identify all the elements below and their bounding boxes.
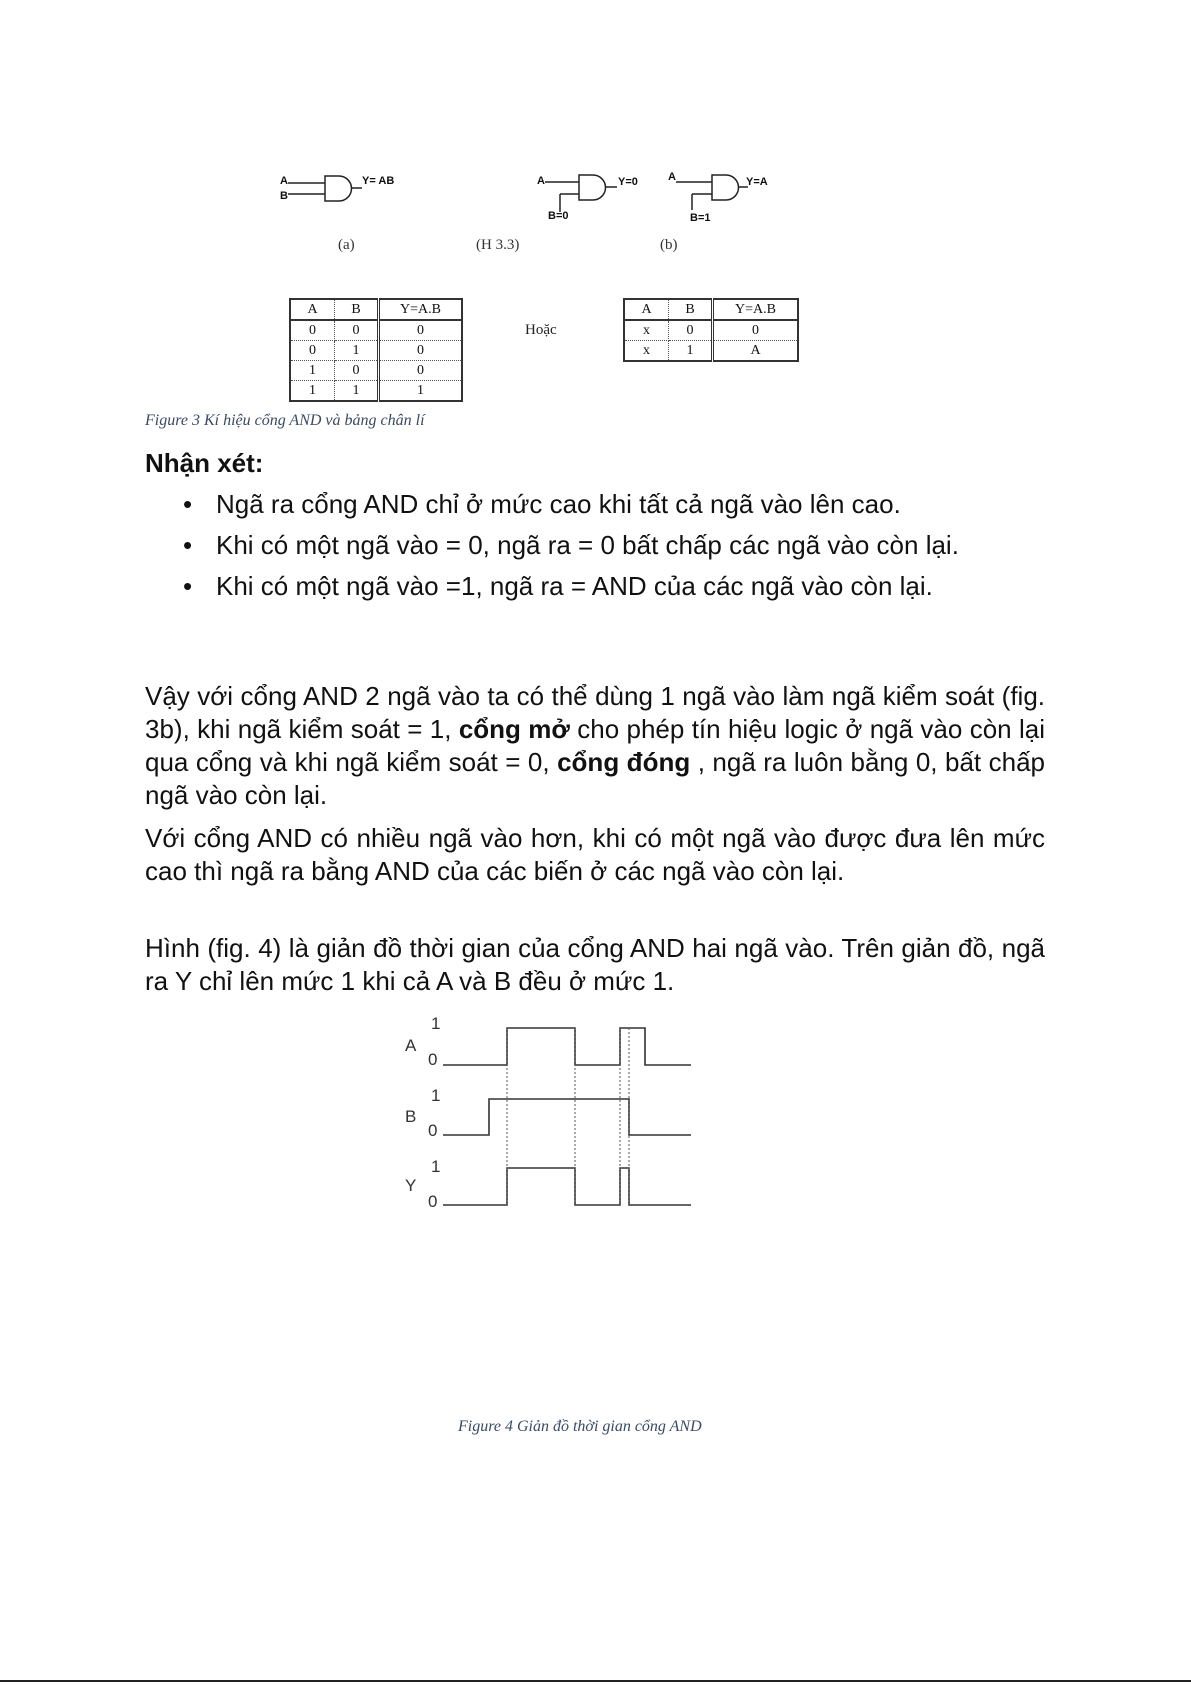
or-label: Hoặc	[525, 322, 557, 338]
signal-b-name: B	[405, 1107, 417, 1126]
signal-a-name: A	[405, 1036, 417, 1055]
table-cell: A	[750, 343, 761, 358]
table-cell: 0	[290, 341, 335, 361]
figure-3b-label: (b)	[660, 237, 678, 253]
truth-table-full	[289, 298, 463, 402]
table-row	[290, 361, 462, 381]
gate-b-low-output-label: Y=0	[618, 176, 638, 188]
header-cell: Y=A.B	[379, 299, 463, 320]
signal-a-low-label: 0	[428, 1050, 438, 1069]
list-item: • Khi có một ngã vào =1, ngã ra = AND của các ngã vào còn lại.	[216, 570, 1108, 603]
table-cell: 1	[335, 381, 379, 402]
page-bottom-rule	[0, 1680, 1191, 1682]
bold-term-gate-open: cổng mở	[458, 714, 570, 744]
gate-b-high-input-b-label: B=1	[690, 212, 711, 224]
table-cell: 1	[290, 381, 335, 402]
table-cell: x	[624, 320, 669, 341]
table-cell: 0	[379, 320, 463, 341]
transition-guides	[507, 1028, 629, 1205]
table-row	[624, 320, 798, 341]
gate-a-output-label: Y= AB	[362, 175, 395, 187]
truth-table-control-header	[624, 299, 798, 320]
and-gate-a-icon	[288, 170, 368, 210]
truth-table-control	[623, 298, 799, 362]
paragraph-text: Vậy với cổng AND 2 ngã vào ta có thể dùng 1 ngã vào làm ngã kiểm soát (fig. 3b), khi ngã kiểm soát = 1,	[145, 681, 1045, 744]
gate-b-low-input-a-label: A	[537, 175, 545, 187]
waveform-a	[443, 1028, 691, 1065]
gate-b-high-output-label: Y=A	[746, 176, 768, 188]
gate-a-input-b-label: B	[280, 190, 288, 202]
table-cell: 0	[335, 320, 379, 341]
signal-b-high-label: 1	[431, 1086, 441, 1105]
table-row	[624, 341, 798, 362]
remarks-heading: Nhận xét:	[145, 448, 264, 478]
signal-y-low-label: 0	[428, 1192, 438, 1211]
table-cell: 0	[335, 361, 379, 381]
table-cell: x	[624, 341, 669, 362]
signal-b-low-label: 0	[428, 1121, 438, 1140]
table-cell: 0	[290, 320, 335, 341]
figure-3-h-label: (H 3.3)	[476, 237, 520, 253]
signal-y-high-label: 1	[431, 1157, 441, 1176]
table-cell: 1	[417, 383, 424, 398]
table-row	[290, 341, 462, 361]
paragraph-text: , ngã ra luôn bằng 0, bất chấp ngã vào còn lại.	[145, 747, 1046, 810]
gate-b-high-input-a-label: A	[668, 171, 676, 183]
gate-a-input-a-label: A	[280, 175, 288, 187]
table-cell: 0	[379, 341, 463, 361]
paragraph-multi-input: Với cổng AND có nhiều ngã vào hơn, khi có một ngã vào được đưa lên mức cao thì ngã ra bằng AND của các biến ở các ngã vào còn lại.	[145, 823, 1045, 886]
bold-term-gate-closed: cổng đóng	[557, 747, 691, 777]
table-row	[290, 381, 462, 402]
table-cell: 1	[669, 341, 713, 362]
paragraph-timing-intro: Hình (fig. 4) là giản đồ thời gian của cổng AND hai ngã vào. Trên giản đồ, ngã ra Y chỉ lên mức 1 khi cả A và B đều ở mức 1.	[145, 933, 1045, 996]
table-row	[290, 320, 462, 341]
figure-4-caption: Figure 4 Giản đồ thời gian cổng AND	[458, 1418, 702, 1435]
truth-table-full-header	[290, 299, 462, 320]
table-cell: 1	[335, 341, 379, 361]
figure-3-caption: Figure 3 Kí hiệu cổng AND và bảng chân lí	[145, 412, 425, 429]
header-cell: A	[290, 299, 335, 320]
signal-a-high-label: 1	[431, 1015, 441, 1033]
table-cell: 0	[379, 361, 463, 381]
table-cell: 0	[669, 320, 713, 341]
figure-3a-label: (a)	[338, 237, 355, 253]
header-cell: A	[624, 299, 669, 320]
table-cell: 0	[713, 320, 799, 341]
paragraph-control-input	[145, 680, 1045, 812]
list-item: • Khi có một ngã vào = 0, ngã ra = 0 bất chấp các ngã vào còn lại.	[216, 529, 1108, 562]
remarks-list	[160, 488, 1108, 611]
header-cell: B	[335, 299, 379, 320]
waveform-y	[443, 1168, 691, 1205]
list-item: • Ngã ra cổng AND chỉ ở mức cao khi tất cả ngã vào lên cao.	[216, 488, 1108, 521]
header-cell: Y=A.B	[713, 299, 799, 320]
paragraph-text: cho phép tín hiệu logic ở ngã vào còn lại qua cổng và khi ngã kiểm soát = 0,	[145, 714, 1045, 777]
waveform-b	[443, 1099, 691, 1135]
header-cell: B	[669, 299, 713, 320]
gate-b-low-input-b-label: B=0	[548, 210, 569, 222]
table-cell: 1	[290, 361, 335, 381]
timing-diagram	[405, 1015, 705, 1215]
signal-y-name: Y	[405, 1176, 417, 1195]
